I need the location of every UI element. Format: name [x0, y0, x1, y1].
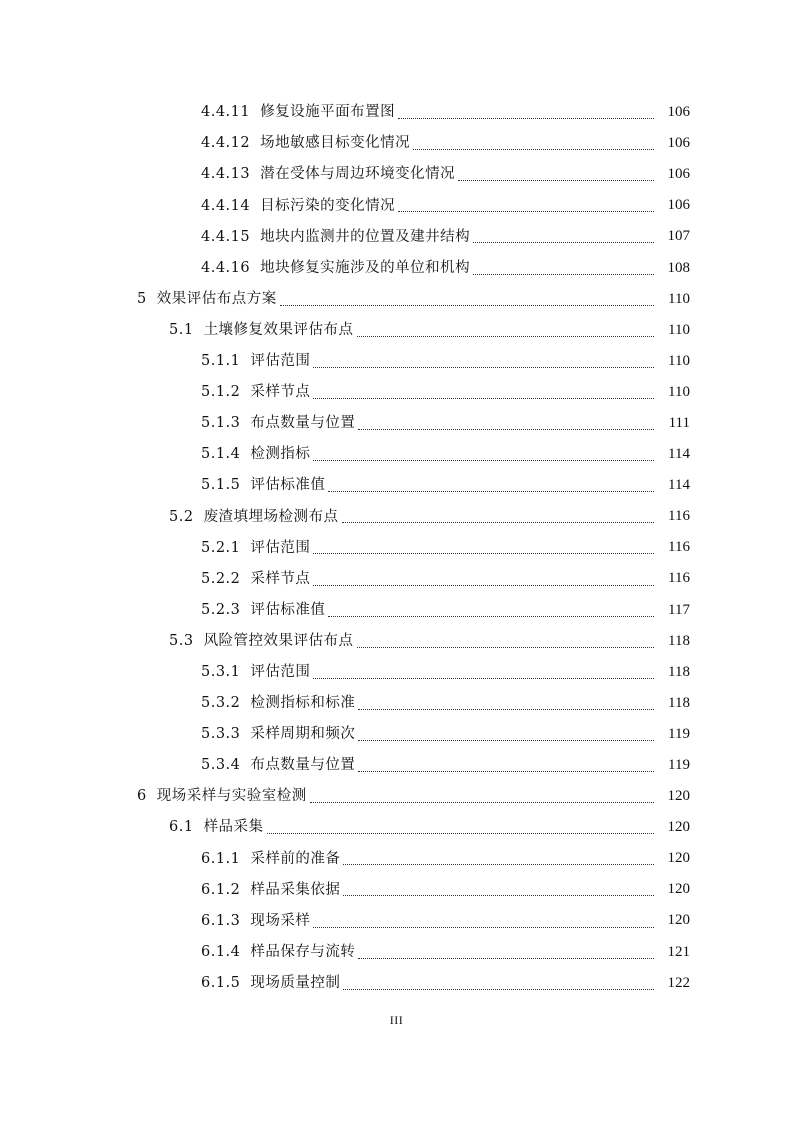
toc-entry-page: 108 — [667, 259, 690, 276]
toc-dot-leader — [313, 366, 654, 368]
toc-dot-leader — [313, 677, 654, 679]
toc-dot-leader — [358, 708, 654, 710]
toc-entry-number: 4.4.13 — [201, 166, 251, 183]
toc-entry[interactable] — [0, 563, 793, 594]
toc-dot-leader — [458, 179, 654, 181]
toc-entry-number: 4.4.14 — [201, 197, 251, 214]
toc-entry-label — [201, 852, 340, 867]
toc-entry-number: 6.1 — [169, 819, 194, 836]
toc-entry-number: 5.1.1 — [201, 353, 241, 370]
toc-entry-label — [201, 603, 325, 618]
toc-entry[interactable] — [0, 750, 793, 781]
toc-entry-title: 布点数量与位置 — [250, 415, 356, 432]
toc-entry-page: 119 — [668, 725, 690, 742]
toc-entry-label — [201, 354, 310, 369]
toc-entry-number: 5.1 — [169, 321, 194, 338]
toc-entry[interactable] — [0, 968, 793, 999]
toc-dot-leader — [313, 397, 654, 399]
toc-entry-page: 120 — [667, 850, 690, 867]
toc-entry-title: 效果评估布点方案 — [156, 290, 277, 307]
toc-entry-page: 110 — [668, 290, 690, 307]
toc-entry[interactable] — [0, 315, 793, 346]
toc-entry-label — [201, 696, 355, 711]
toc-entry-page: 118 — [668, 694, 690, 711]
toc-dot-leader — [343, 894, 654, 896]
toc-entry[interactable] — [0, 874, 793, 905]
toc-entry-label — [201, 447, 310, 462]
toc-entry-title: 风险管控效果评估布点 — [203, 632, 354, 649]
toc-entry-label — [201, 883, 340, 898]
toc-dot-leader — [358, 428, 654, 430]
toc-entry-number: 4.4.16 — [201, 259, 251, 276]
toc-dot-leader — [313, 552, 654, 554]
toc-entry[interactable] — [0, 781, 793, 812]
toc-entry-page: 110 — [668, 352, 690, 369]
toc-dot-leader — [358, 770, 654, 772]
toc-entry-title: 布点数量与位置 — [250, 757, 356, 774]
toc-entry[interactable] — [0, 626, 793, 657]
toc-entry-title: 修复设施平面布置图 — [260, 104, 396, 121]
toc-entry-label — [201, 105, 395, 120]
toc-entry[interactable] — [0, 159, 793, 190]
toc-entry-page: 119 — [668, 757, 690, 774]
toc-dot-leader — [343, 863, 654, 865]
toc-entry-label — [169, 510, 339, 525]
toc-entry[interactable] — [0, 190, 793, 221]
toc-entry-title: 样品采集依据 — [250, 881, 341, 898]
toc-entry[interactable] — [0, 937, 793, 968]
toc-entry-number: 5.3.3 — [201, 726, 241, 743]
toc-entry-title: 评估范围 — [250, 539, 311, 556]
toc-entry-title: 采样周期和频次 — [250, 726, 356, 743]
toc-entry-number: 5.1.3 — [201, 415, 241, 432]
toc-entry[interactable] — [0, 905, 793, 936]
toc-entry-number: 5.3.4 — [201, 757, 241, 774]
toc-entry-number: 6.1.3 — [201, 912, 241, 929]
toc-dot-leader — [313, 926, 654, 928]
toc-entry[interactable] — [0, 377, 793, 408]
toc-dot-leader — [342, 521, 654, 523]
toc-entry-label — [201, 167, 455, 182]
toc-entry-title: 场地敏感目标变化情况 — [260, 135, 411, 152]
toc-dot-leader — [358, 957, 654, 959]
toc-entry-number: 5.3.1 — [201, 663, 241, 680]
toc-entry-label — [201, 572, 310, 587]
toc-entry-page: 106 — [667, 197, 690, 214]
toc-entry-title: 评估标准值 — [250, 601, 326, 618]
toc-entry[interactable] — [0, 97, 793, 128]
toc-entry-number: 4.4.12 — [201, 135, 251, 152]
toc-entry-title: 采样前的准备 — [250, 850, 341, 867]
toc-entry-title: 评估范围 — [250, 663, 311, 680]
toc-entry-number: 5.3.2 — [201, 695, 241, 712]
toc-entry[interactable] — [0, 221, 793, 252]
toc-entry-label — [137, 789, 307, 804]
toc-entry-page: 114 — [668, 477, 690, 494]
toc-entry-label — [201, 541, 310, 556]
toc-entry-title: 土壤修复效果评估布点 — [203, 321, 354, 338]
toc-entry[interactable] — [0, 843, 793, 874]
toc-entry-number: 4.4.15 — [201, 228, 251, 245]
toc-entry-page: 121 — [667, 943, 690, 960]
toc-entry[interactable] — [0, 252, 793, 283]
toc-entry-number: 5.3 — [169, 632, 194, 649]
toc-entry[interactable] — [0, 470, 793, 501]
toc-entry-label — [201, 976, 340, 991]
toc-entry-page: 116 — [668, 570, 690, 587]
page-number: III — [389, 1013, 404, 1027]
toc-entry[interactable] — [0, 532, 793, 563]
toc-entry-label — [201, 727, 355, 742]
toc-entry-title: 检测指标 — [250, 446, 311, 463]
toc-entry[interactable] — [0, 688, 793, 719]
toc-entry-title: 样品保存与流转 — [250, 943, 356, 960]
toc-entry-label — [201, 945, 355, 960]
toc-entry-page: 116 — [668, 539, 690, 556]
toc-entry[interactable] — [0, 657, 793, 688]
toc-entry[interactable] — [0, 346, 793, 377]
toc-dot-leader — [413, 148, 654, 150]
toc-entry-page: 106 — [667, 104, 690, 121]
toc-entry-number: 4.4.11 — [201, 104, 251, 121]
toc-entry-label — [201, 914, 310, 929]
toc-entry-title: 样品采集 — [203, 819, 264, 836]
toc-dot-leader — [313, 584, 654, 586]
toc-entry-title: 采样节点 — [250, 384, 311, 401]
toc-entry-label — [201, 261, 470, 276]
toc-dot-leader — [280, 304, 654, 306]
toc-entry-page: 118 — [668, 632, 690, 649]
toc-entry-title: 现场采样 — [250, 912, 311, 929]
toc-entry-page: 116 — [668, 508, 690, 525]
toc-entry-label — [201, 136, 410, 151]
toc-entry[interactable] — [0, 284, 793, 315]
toc-entry[interactable] — [0, 719, 793, 750]
toc-entry-number: 6.1.4 — [201, 943, 241, 960]
toc-dot-leader — [267, 832, 654, 834]
toc-entry-label — [201, 416, 355, 431]
toc-entry-title: 评估标准值 — [250, 477, 326, 494]
toc-entry-page: 118 — [668, 663, 690, 680]
toc-entry-title: 现场质量控制 — [250, 974, 341, 991]
toc-entry[interactable] — [0, 439, 793, 470]
toc-entry-label — [201, 385, 310, 400]
toc-entry-page: 117 — [668, 601, 690, 618]
toc-entry-number: 5.2.2 — [201, 570, 241, 587]
toc-entry-page: 110 — [668, 383, 690, 400]
toc-dot-leader — [358, 739, 654, 741]
toc-entry-number: 6.1.1 — [201, 850, 241, 867]
toc-dot-leader — [357, 335, 654, 337]
toc-entry-page: 120 — [667, 881, 690, 898]
toc-entry-title: 目标污染的变化情况 — [260, 197, 396, 214]
toc-entry-page: 114 — [668, 446, 690, 463]
toc-entry-number: 5.1.5 — [201, 477, 241, 494]
toc-entry-title: 地块修复实施涉及的单位和机构 — [260, 259, 471, 276]
toc-entry-title: 潜在受体与周边环境变化情况 — [260, 166, 456, 183]
toc-entry-page: 111 — [668, 414, 690, 431]
toc-entry-number: 5 — [137, 290, 147, 307]
toc-entry-label — [201, 199, 395, 214]
toc-entry-label — [201, 230, 470, 245]
toc-entry-label — [169, 820, 264, 835]
toc-dot-leader — [473, 273, 654, 275]
toc-dot-leader — [343, 988, 654, 990]
toc-dot-leader — [328, 615, 654, 617]
toc-entry-label — [201, 665, 310, 680]
toc-entry[interactable] — [0, 408, 793, 439]
toc-dot-leader — [313, 459, 654, 461]
toc-entry-title: 检测指标和标准 — [250, 695, 356, 712]
toc-entry[interactable] — [0, 128, 793, 159]
toc-entry-title: 现场采样与实验室检测 — [156, 788, 307, 805]
toc-entry-number: 6 — [137, 788, 147, 805]
toc-dot-leader — [328, 490, 654, 492]
toc-entry-page: 106 — [667, 166, 690, 183]
toc-dot-leader — [473, 241, 654, 243]
toc-entry-label — [201, 758, 355, 773]
toc-dot-leader — [398, 117, 654, 119]
toc-dot-leader — [398, 210, 654, 212]
toc-entry[interactable] — [0, 501, 793, 532]
toc-entry-page: 106 — [667, 135, 690, 152]
toc-entry-label — [169, 323, 354, 338]
toc-entry-page: 120 — [667, 819, 690, 836]
toc-entry[interactable] — [0, 595, 793, 626]
toc-entry-number: 5.1.2 — [201, 384, 241, 401]
toc-entry-page: 107 — [667, 228, 690, 245]
toc-entry-number: 6.1.5 — [201, 974, 241, 991]
toc-entry-number: 6.1.2 — [201, 881, 241, 898]
toc-entry-label — [137, 292, 277, 307]
toc-entry-label — [201, 478, 325, 493]
toc-entry-number: 5.2.3 — [201, 601, 241, 618]
toc-entry-title: 废渣填埋场检测布点 — [203, 508, 339, 525]
toc-entry-title: 地块内监测井的位置及建井结构 — [260, 228, 471, 245]
toc-entry-page: 120 — [667, 788, 690, 805]
toc-entry-page: 122 — [667, 974, 690, 991]
toc-entry-page: 110 — [668, 321, 690, 338]
toc-dot-leader — [357, 646, 654, 648]
toc-entry-number: 5.2 — [169, 508, 194, 525]
toc-entry-title: 评估范围 — [250, 353, 311, 370]
toc-entry-title: 采样节点 — [250, 570, 311, 587]
toc-entry-number: 5.2.1 — [201, 539, 241, 556]
table-of-contents — [0, 97, 793, 999]
toc-entry-number: 5.1.4 — [201, 446, 241, 463]
toc-entry-page: 120 — [667, 912, 690, 929]
toc-entry-label — [169, 634, 354, 649]
toc-entry[interactable] — [0, 812, 793, 843]
toc-dot-leader — [310, 801, 654, 803]
